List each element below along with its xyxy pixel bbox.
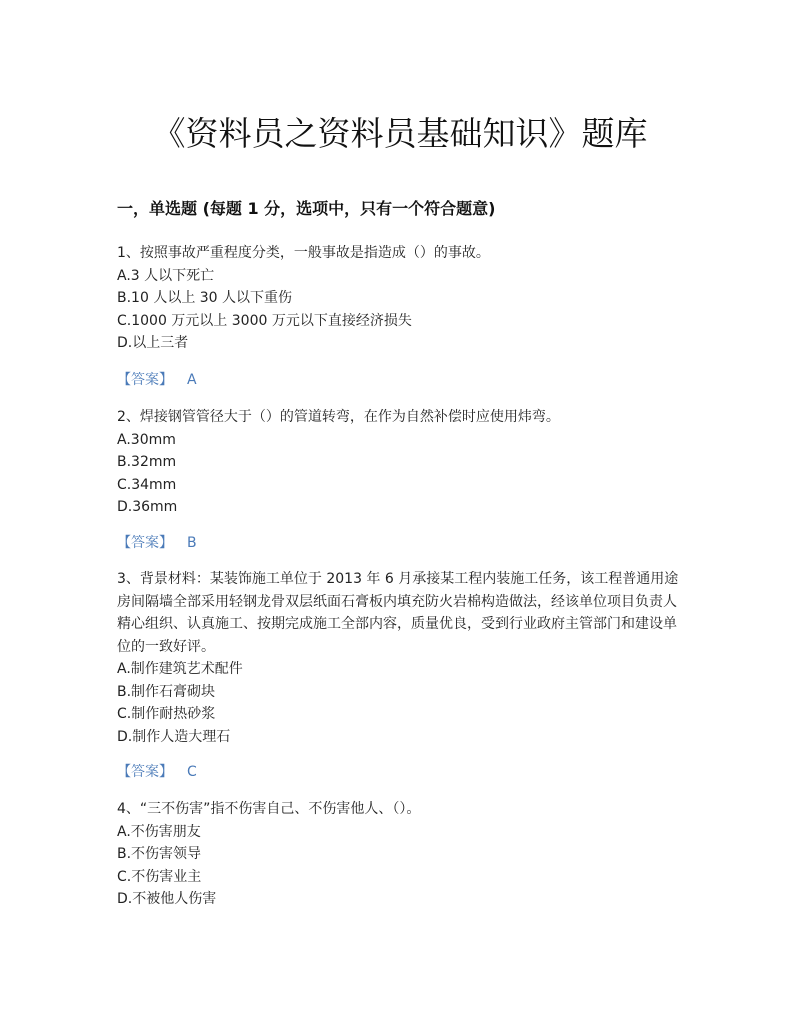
option-d: D.以上三者	[117, 335, 189, 351]
option-d: D.不被他人伤害	[117, 891, 217, 907]
option-c: C.1000 万元以上 3000 万元以下直接经济损失	[117, 312, 412, 329]
answer-2	[117, 533, 197, 553]
answer-label: 【答案】	[117, 764, 173, 780]
question-1	[117, 242, 687, 355]
question-stem: 3、背景材料：某装饰施工单位于 2013 年 6 月承接某工程内装施工任务，该工程普通用途房间隔墙全部采用轻钢龙骨双层纸面石膏板内填充防火岩棉构造做法，经该单位项目负责人精心组织、认真施工、按期完成施工全部内容，质量优良，受到行业政府主管部门和建设单位的一致好评。	[117, 571, 679, 655]
option-a: A.不伤害朋友	[117, 823, 201, 840]
answer-label: 【答案】	[117, 535, 173, 551]
question-2	[117, 406, 687, 519]
option-b: B.10 人以上 30 人以下重伤	[117, 290, 293, 306]
question-stem: 4、“三不伤害”指不伤害自己、不伤害他人、（）。	[117, 801, 421, 817]
option-c: C.不伤害业主	[117, 868, 202, 885]
answer-3	[117, 762, 197, 782]
question-stem: 1、按照事故严重程度分类，一般事故是指造成（）的事故。	[117, 245, 490, 261]
question-stem: 2、焊接钢管管径大于（）的管道转弯，在作为自然补偿时应使用炜弯。	[117, 409, 560, 425]
question-4	[117, 798, 687, 911]
section-heading: 一，单选题 (每题 1 分，选项中，只有一个符合题意)	[117, 199, 496, 218]
option-d: D.36mm	[117, 499, 178, 515]
option-a: A.制作建筑艺术配件	[117, 661, 243, 677]
answer-value: C	[187, 764, 197, 780]
answer-value: A	[187, 372, 197, 388]
option-c: C.34mm	[117, 476, 177, 493]
answer-label: 【答案】	[117, 372, 173, 388]
page-title: 《资料员之资料员基础知识》题库	[152, 114, 648, 153]
answer-1	[117, 370, 197, 390]
option-b: B.不伤害领导	[117, 846, 202, 862]
option-b: B.32mm	[117, 454, 177, 470]
question-3	[117, 568, 687, 748]
option-a: A.3 人以下死亡	[117, 267, 215, 284]
option-c: C.制作耐热砂浆	[117, 706, 216, 722]
option-a: A.30mm	[117, 431, 176, 448]
answer-value: B	[187, 535, 197, 551]
option-d: D.制作人造大理石	[117, 728, 231, 745]
option-b: B.制作石膏砌块	[117, 683, 216, 700]
